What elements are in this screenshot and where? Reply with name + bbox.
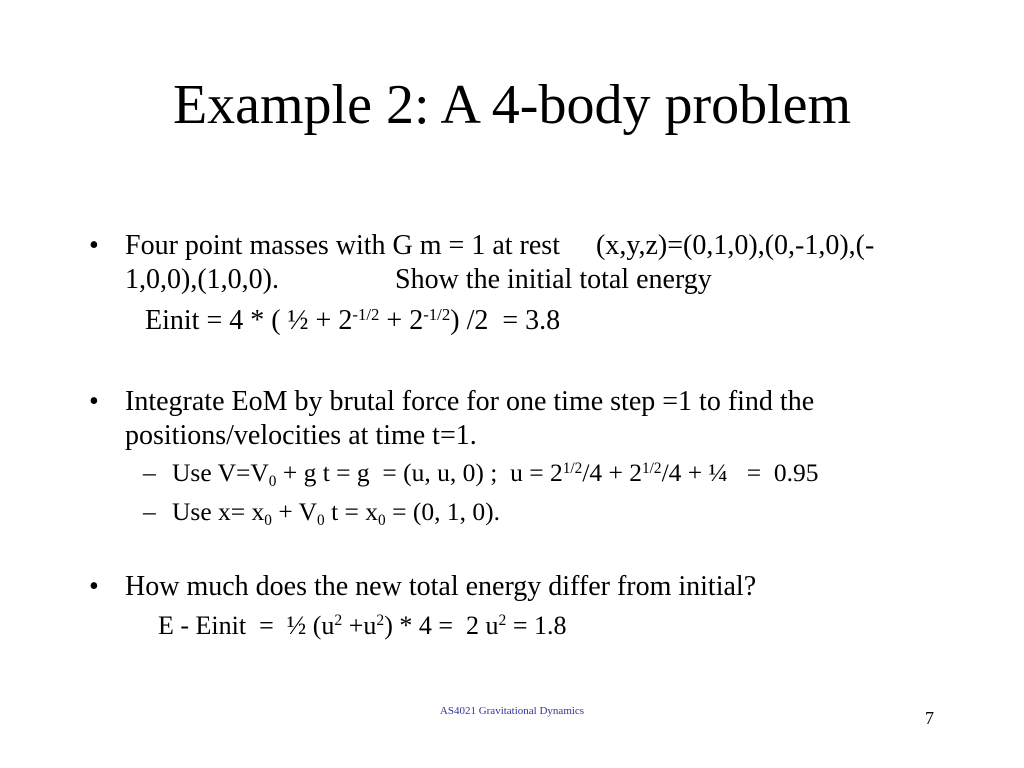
equation-part: + 2 — [379, 305, 424, 336]
equation-part: /4 + ¼ = 0.95 — [661, 458, 819, 487]
slide-footer: AS4021 Gravitational Dynamics — [439, 705, 585, 717]
bullet-2-text-continued: positions/velocities at time t=1. — [125, 420, 477, 451]
bullet-1-line-1 — [0, 232, 1024, 260]
equation-part: + V — [271, 497, 318, 526]
equation-part: Use V=V — [172, 458, 269, 487]
superscript: 1/2 — [642, 459, 662, 477]
sub-bullet-marker: – — [143, 497, 156, 526]
bullet-marker: • — [89, 386, 99, 417]
bullet-marker: • — [89, 571, 99, 602]
bullet-3-text: How much does the new total energy differ from initial? — [125, 571, 757, 602]
equation-part: Einit = 4 * ( ½ + 2 — [145, 305, 353, 336]
superscript: -1/2 — [352, 304, 380, 324]
sub-bullet-position — [0, 497, 1024, 530]
subscript: 0 — [268, 473, 277, 491]
einit-equation-text — [145, 304, 561, 338]
einit-equation — [0, 304, 1024, 336]
sub-bullet-velocity-text — [172, 460, 819, 490]
equation-part: E - Einit = ½ (u — [158, 611, 335, 640]
equation-part: +u — [342, 611, 377, 640]
energy-difference-equation-text — [158, 613, 566, 643]
slide-title: Example 2: A 4-body problem — [172, 74, 852, 136]
equation-part: = 1.8 — [506, 611, 567, 640]
sub-bullet-position-text — [172, 499, 500, 529]
bullet-1-text-start: Four point masses with G m = 1 at rest — [125, 230, 560, 261]
equation-part: t = x — [324, 497, 379, 526]
superscript: -1/2 — [423, 304, 451, 324]
superscript: 2 — [498, 612, 507, 630]
subscript: 0 — [264, 512, 272, 530]
bullet-1-coordinates-end: 1,0,0),(1,0,0). — [125, 264, 279, 295]
bullet-1-instruction: Show the initial total energy — [395, 264, 712, 295]
equation-part: + g t = g = (u, u, 0) ; u = 2 — [276, 458, 563, 487]
page-number: 7 — [925, 708, 934, 728]
energy-difference-equation — [0, 613, 1024, 639]
bullet-1-coordinates: (x,y,z)=(0,1,0),(0,-1,0),(- — [596, 230, 875, 261]
bullet-2-line-2 — [0, 422, 1024, 450]
sub-bullet-velocity — [0, 458, 1024, 491]
subscript: 0 — [317, 512, 325, 530]
bullet-marker: • — [89, 230, 99, 261]
equation-part: Use x= x — [172, 497, 265, 526]
bullet-2-line-1 — [0, 388, 1024, 416]
superscript: 2 — [334, 612, 343, 630]
sub-bullet-marker: – — [143, 458, 156, 487]
superscript: 1/2 — [562, 459, 583, 477]
equation-part: = (0, 1, 0). — [385, 497, 500, 526]
equation-part: ) /2 = 3.8 — [450, 305, 561, 336]
bullet-3-line — [0, 573, 1024, 601]
equation-part: ) * 4 = 2 u — [384, 611, 499, 640]
superscript: 2 — [376, 612, 385, 630]
equation-part: /4 + 2 — [582, 458, 643, 487]
subscript: 0 — [378, 512, 386, 530]
bullet-2-text: Integrate EoM by brutal force for one time step =1 to find the — [125, 386, 815, 417]
bullet-1-line-2 — [0, 266, 1024, 294]
